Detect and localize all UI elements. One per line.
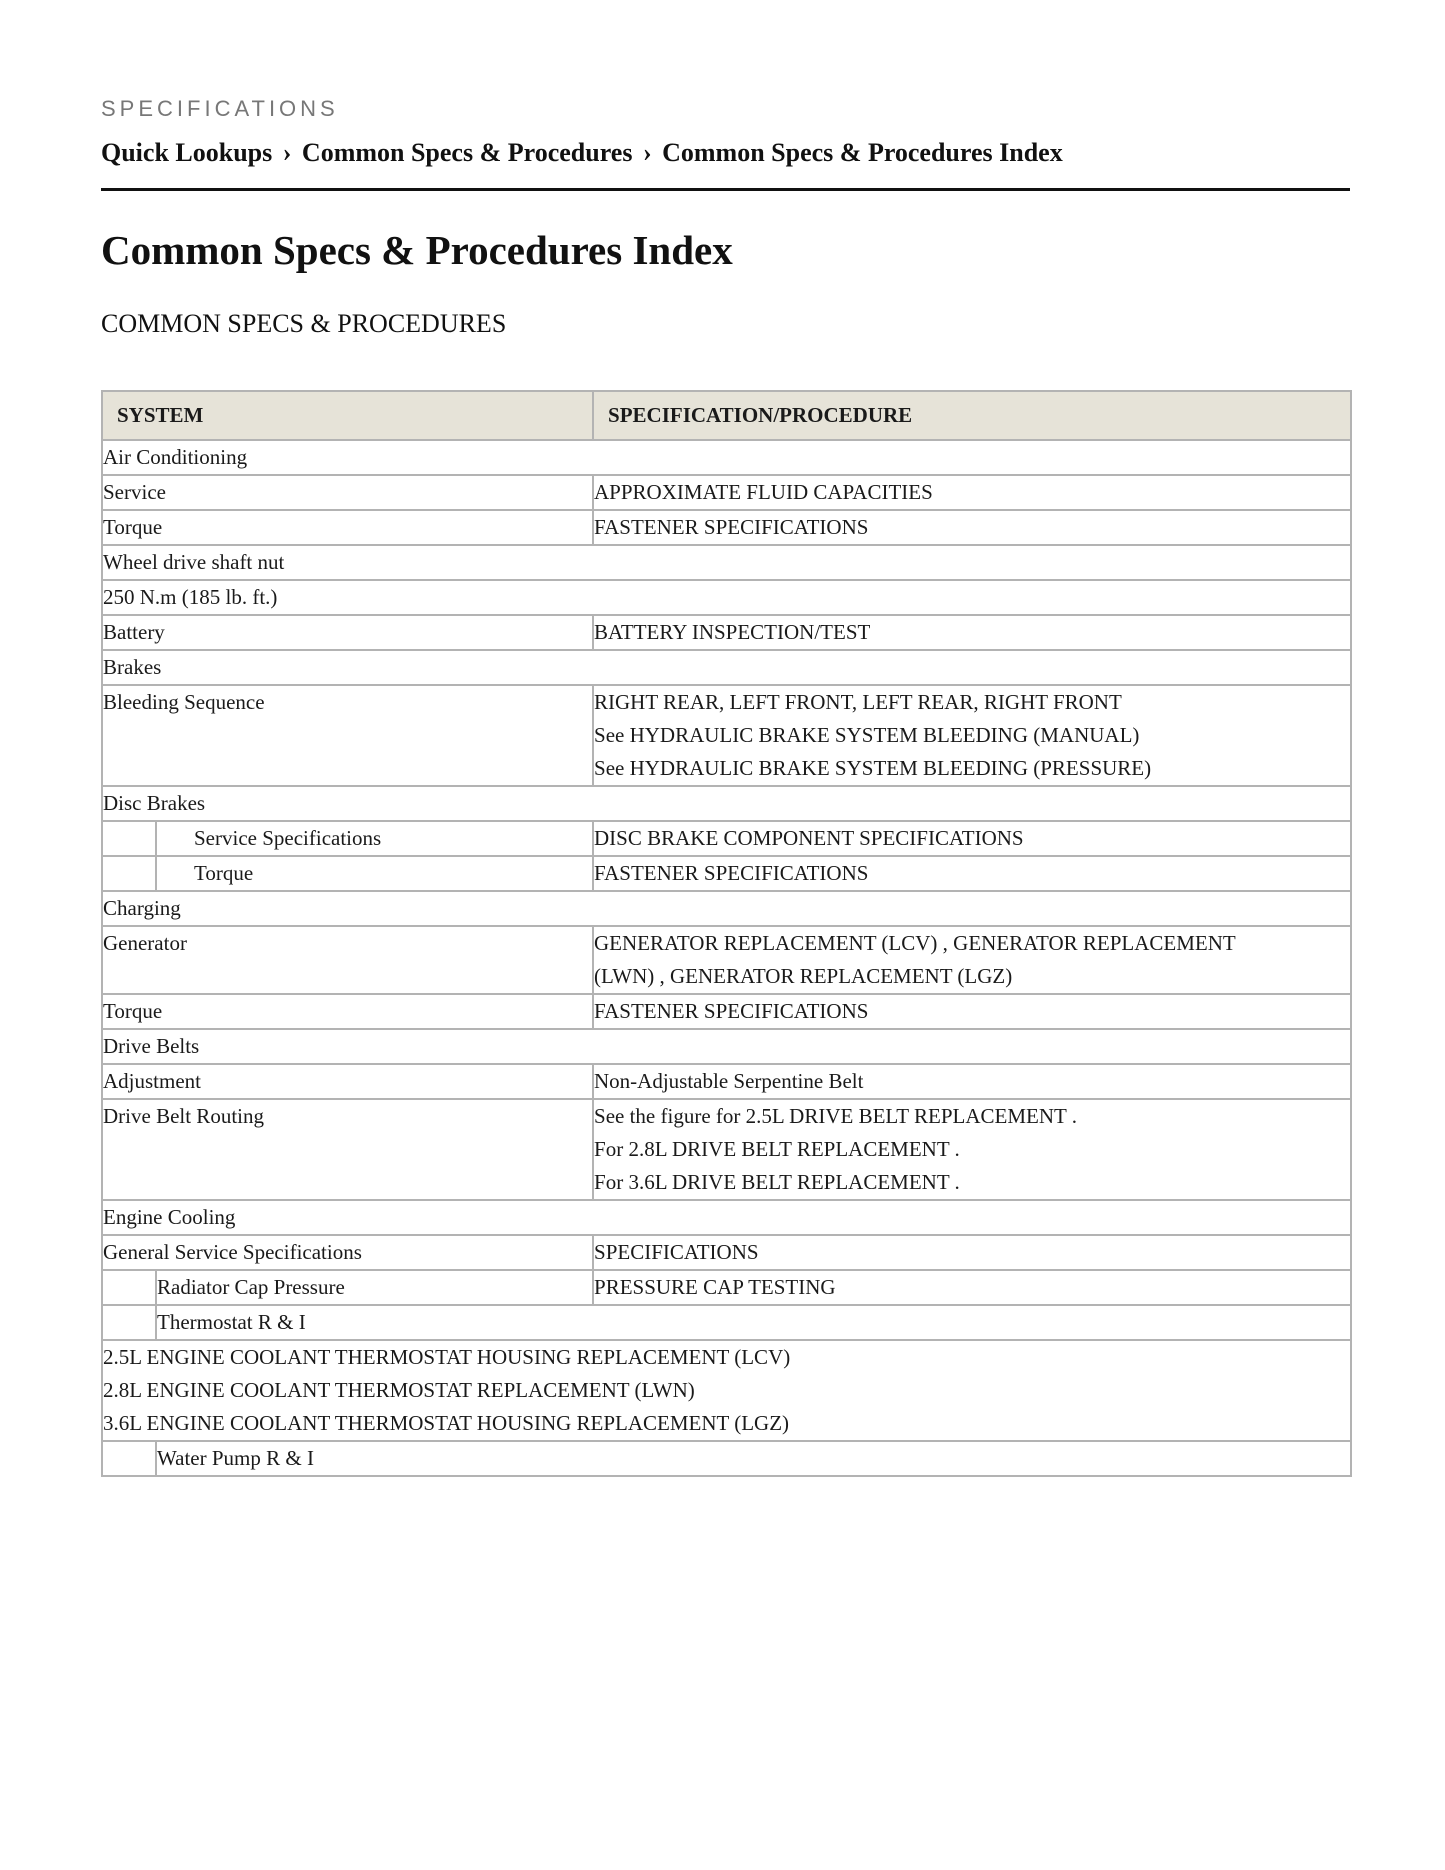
system-cell: Torque — [102, 510, 593, 545]
table-row — [102, 650, 1351, 685]
table-row — [102, 926, 1351, 994]
indent-cell — [102, 821, 156, 856]
system-cell: Bleeding Sequence — [102, 685, 593, 786]
spec-link[interactable]: FASTENER SPECIFICATIONS — [593, 856, 1351, 891]
specs-table — [101, 390, 1352, 1477]
table-row — [102, 440, 1351, 475]
page-title: Common Specs & Procedures Index — [101, 227, 733, 273]
table-row — [102, 891, 1351, 926]
header-spec: SPECIFICATION/PROCEDURE — [593, 391, 1351, 440]
table-row — [102, 1064, 1351, 1099]
spec-link[interactable]: 2.5L ENGINE COOLANT THERMOSTAT HOUSING REPLACEMENT (LCV) — [103, 1345, 791, 1369]
spec-cell — [102, 1340, 1351, 1441]
spec-cell — [593, 926, 1351, 994]
value-cell: 250 N.m (185 lb. ft.) — [102, 580, 1351, 615]
spec-link[interactable]: For 2.8L DRIVE BELT REPLACEMENT . — [594, 1137, 960, 1161]
spec-link[interactable]: See HYDRAULIC BRAKE SYSTEM BLEEDING (PRESSURE) — [594, 756, 1152, 780]
breadcrumb-separator: › — [642, 138, 652, 167]
spec-link[interactable]: SPECIFICATIONS — [593, 1235, 1351, 1270]
system-group-cell: Air Conditioning — [102, 440, 1351, 475]
breadcrumb-item-quick-lookups[interactable]: Quick Lookups — [101, 138, 273, 167]
spec-link[interactable]: See the figure for 2.5L DRIVE BELT REPLACEMENT . — [594, 1104, 1077, 1128]
spec-link[interactable]: For 3.6L DRIVE BELT REPLACEMENT . — [594, 1170, 960, 1194]
table-row — [102, 685, 1351, 786]
system-cell: Adjustment — [102, 1064, 593, 1099]
system-cell: General Service Specifications — [102, 1235, 593, 1270]
indent-cell — [102, 1441, 156, 1476]
spec-link[interactable]: DISC BRAKE COMPONENT SPECIFICATIONS — [593, 821, 1351, 856]
system-cell: Service Specifications — [156, 821, 593, 856]
system-cell: Battery — [102, 615, 593, 650]
table-row — [102, 580, 1351, 615]
spec-link[interactable]: BATTERY INSPECTION/TEST — [593, 615, 1351, 650]
spec-link[interactable]: GENERATOR REPLACEMENT (LCV) , GENERATOR REPLACEMENT — [594, 931, 1236, 955]
spec-link[interactable]: 2.8L ENGINE COOLANT THERMOSTAT REPLACEMENT (LWN) — [103, 1378, 695, 1402]
table-row — [102, 1235, 1351, 1270]
table-row — [102, 856, 1351, 891]
table-row — [102, 615, 1351, 650]
spec-link[interactable]: PRESSURE CAP TESTING — [593, 1270, 1351, 1305]
table-row — [102, 475, 1351, 510]
spec-cell: Non-Adjustable Serpentine Belt — [593, 1064, 1351, 1099]
spec-link[interactable]: See HYDRAULIC BRAKE SYSTEM BLEEDING (MANUAL) — [594, 723, 1140, 747]
table-row — [102, 1200, 1351, 1235]
spec-link[interactable]: FASTENER SPECIFICATIONS — [593, 510, 1351, 545]
table-header-row — [102, 391, 1351, 440]
table-row — [102, 1270, 1351, 1305]
spec-cell — [593, 1099, 1351, 1200]
system-cell: Thermostat R & I — [156, 1305, 1351, 1340]
table-row — [102, 786, 1351, 821]
header-system: SYSTEM — [102, 391, 593, 440]
breadcrumb-separator: › — [282, 138, 292, 167]
breadcrumb-item-current: Common Specs & Procedures Index — [662, 138, 1063, 167]
spec-link[interactable]: 3.6L ENGINE COOLANT THERMOSTAT HOUSING REPLACEMENT (LGZ) — [103, 1411, 790, 1435]
system-cell: Radiator Cap Pressure — [156, 1270, 593, 1305]
spec-link[interactable]: APPROXIMATE FLUID CAPACITIES — [593, 475, 1351, 510]
table-row — [102, 545, 1351, 580]
table-row — [102, 1340, 1351, 1441]
indent-cell — [102, 856, 156, 891]
system-group-cell: Drive Belts — [102, 1029, 1351, 1064]
breadcrumb — [101, 138, 1063, 168]
table-row — [102, 1029, 1351, 1064]
section-label: SPECIFICATIONS — [101, 96, 339, 121]
breadcrumb-item-common-specs[interactable]: Common Specs & Procedures — [301, 138, 633, 167]
system-cell: Service — [102, 475, 593, 510]
system-group-cell: Disc Brakes — [102, 786, 1351, 821]
table-row — [102, 1441, 1351, 1476]
system-cell: Torque — [156, 856, 593, 891]
table-row — [102, 1305, 1351, 1340]
indent-cell — [102, 1270, 156, 1305]
spec-line: RIGHT REAR, LEFT FRONT, LEFT REAR, RIGHT FRONT — [594, 690, 1122, 714]
system-group-cell: Brakes — [102, 650, 1351, 685]
system-group-cell: Charging — [102, 891, 1351, 926]
system-cell: Drive Belt Routing — [102, 1099, 593, 1200]
system-cell: Generator — [102, 926, 593, 994]
page-subtitle: COMMON SPECS & PROCEDURES — [101, 309, 507, 338]
table-row — [102, 510, 1351, 545]
spec-link[interactable]: FASTENER SPECIFICATIONS — [593, 994, 1351, 1029]
spec-link[interactable]: (LWN) , GENERATOR REPLACEMENT (LGZ) — [594, 964, 1013, 988]
system-group-cell: Engine Cooling — [102, 1200, 1351, 1235]
table-row — [102, 994, 1351, 1029]
system-group-cell: Wheel drive shaft nut — [102, 545, 1351, 580]
spec-cell — [593, 685, 1351, 786]
system-cell: Torque — [102, 994, 593, 1029]
indent-cell — [102, 1305, 156, 1340]
header-divider — [101, 188, 1350, 191]
table-row — [102, 821, 1351, 856]
system-cell: Water Pump R & I — [156, 1441, 1351, 1476]
table-row — [102, 1099, 1351, 1200]
